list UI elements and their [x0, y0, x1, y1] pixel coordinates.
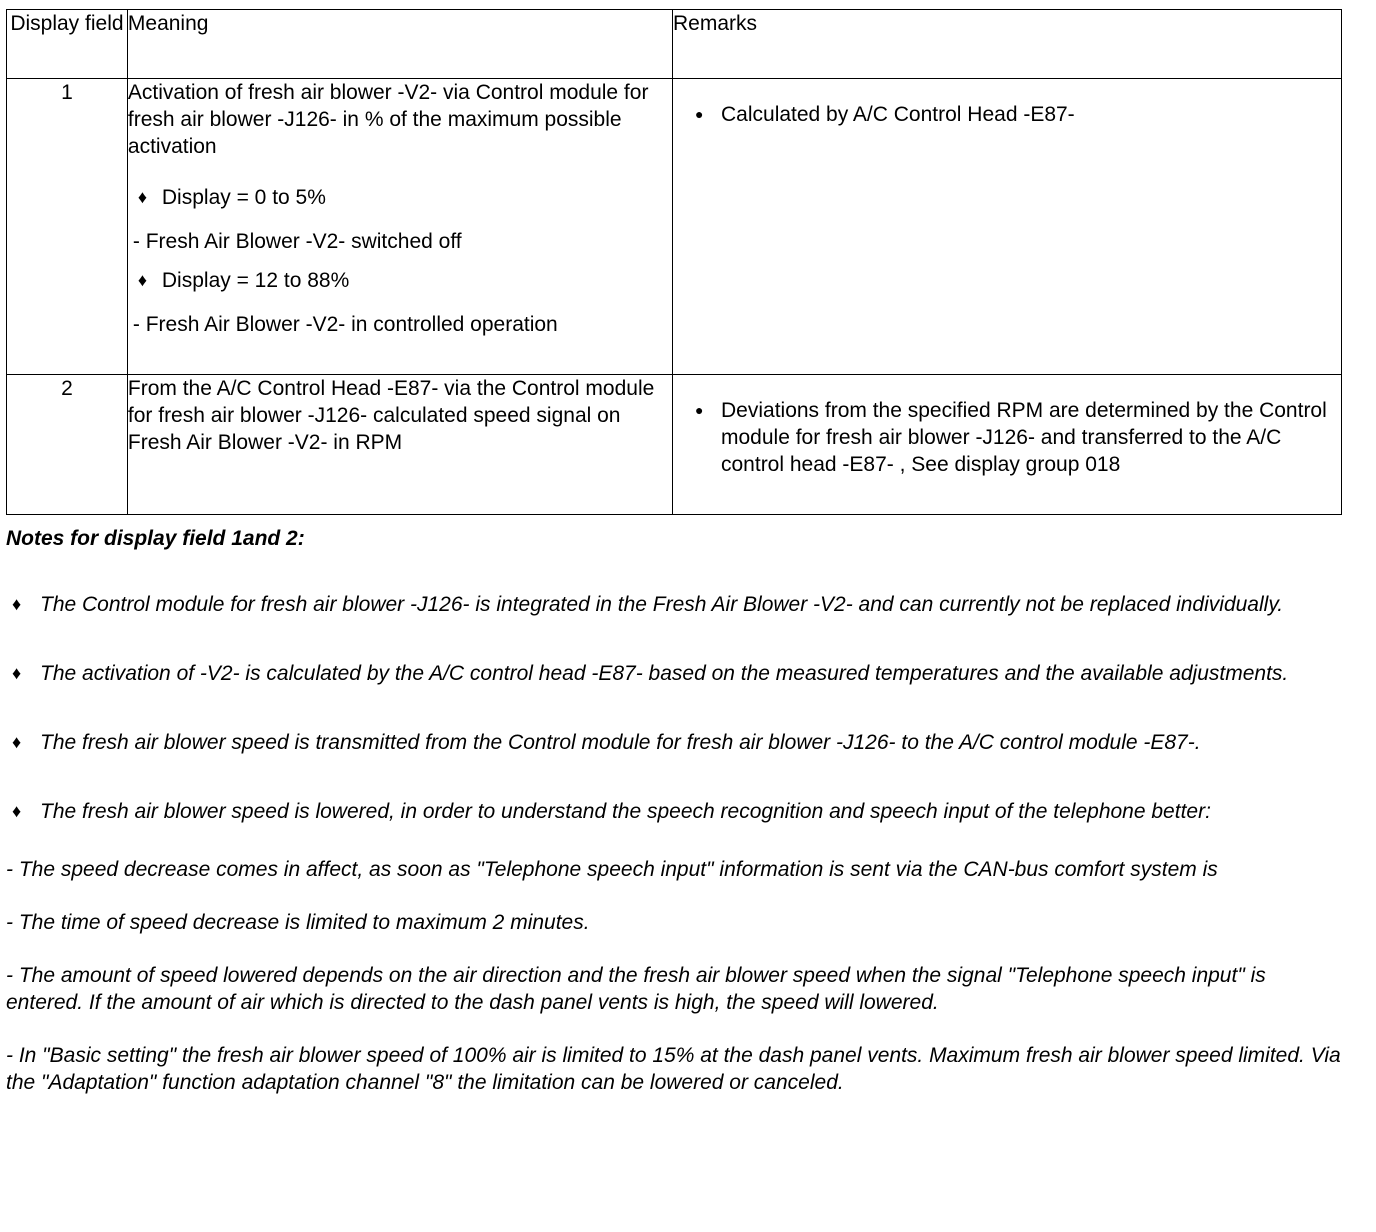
meaning-cell: [127, 375, 672, 515]
meaning-bullet: [128, 267, 672, 294]
note-sub-item: - In "Basic setting" the fresh air blower speed of 100% air is limited to 15% at the dash panel vents. Maximum fresh air blower speed limited. Via the "Adaptation" function adaptation channel "8" the limitation can be lowered or canceled.: [6, 1044, 1341, 1094]
diamond-bullet-icon: ♦: [137, 187, 148, 207]
diamond-bullet-icon: ♦: [12, 732, 22, 752]
note-text: The fresh air blower speed is transmitted from the Control module for fresh air blower -J126- to the A/C control module -E87-.: [40, 731, 1201, 754]
meaning-bullet: [128, 184, 672, 211]
note-text: The fresh air blower speed is lowered, in order to understand the speech recognition and speech input of the telephone better:: [40, 800, 1211, 823]
note-bullet: [6, 591, 1346, 618]
meaning-intro: Activation of fresh air blower -V2- via Control module for fresh air blower -J126- in % of the maximum possible activation: [127, 81, 649, 158]
remark-text: Deviations from the specified RPM are determined by the Control module for fresh air blower -J126- and transferred to the A/C control head -E87- , See display group 018: [721, 399, 1327, 476]
header-display-field: Display field: [7, 10, 128, 79]
header-meaning: Meaning: [127, 10, 672, 79]
notes-title: Notes for display field 1and 2:: [6, 527, 305, 550]
meaning-intro: From the A/C Control Head -E87- via the Control module for fresh air blower -J126- calculated speed signal on Fresh Air Blower -V2- in RPM: [127, 377, 655, 454]
meaning-cell: [127, 79, 672, 375]
remark-item: [673, 79, 1341, 128]
note-bullet: [6, 798, 1346, 825]
field-number: 1: [7, 79, 128, 375]
bullet-text: Display = 0 to 5%: [161, 186, 326, 209]
meaning-dash-item: - Fresh Air Blower -V2- switched off: [132, 230, 462, 253]
note-sub-item: - The time of speed decrease is limited to maximum 2 minutes.: [6, 911, 590, 934]
note-text: The activation of -V2- is calculated by the A/C control head -E87- based on the measured temperatures and the available adjustments.: [40, 662, 1289, 685]
table-row: [7, 79, 1342, 375]
note-text: The Control module for fresh air blower -J126- is integrated in the Fresh Air Blower -V2- and can currently not be replaced individually.: [40, 593, 1284, 616]
notes-section: [6, 525, 1346, 1122]
diamond-bullet-icon: ♦: [12, 594, 22, 614]
note-bullet: [6, 729, 1346, 756]
dot-bullet-icon: ●: [695, 402, 704, 418]
header-remarks: Remarks: [673, 10, 1342, 79]
dot-bullet-icon: ●: [695, 106, 704, 122]
note-sub-item: - The amount of speed lowered depends on the air direction and the fresh air blower speed when the signal "Telephone speech input" is entered. If the amount of air which is directed to the dash panel vents is high, the speed will lowered.: [6, 964, 1266, 1014]
table-header-row: [7, 10, 1342, 79]
remark-text: Calculated by A/C Control Head -E87-: [721, 103, 1075, 126]
diamond-bullet-icon: ♦: [137, 270, 148, 290]
field-number: 2: [7, 375, 128, 515]
diamond-bullet-icon: ♦: [12, 801, 22, 821]
diamond-bullet-icon: ♦: [12, 663, 22, 683]
meaning-dash-item: - Fresh Air Blower -V2- in controlled operation: [132, 313, 558, 336]
remarks-cell: [673, 375, 1342, 515]
bullet-text: Display = 12 to 88%: [161, 269, 350, 292]
remarks-cell: [673, 79, 1342, 375]
note-bullet: [6, 660, 1346, 687]
note-sub-item: - The speed decrease comes in affect, as soon as "Telephone speech input" information is sent via the CAN-bus comfort system is: [6, 858, 1218, 881]
table-row: [7, 375, 1342, 515]
remark-item: [673, 375, 1341, 478]
display-field-table: [6, 9, 1342, 515]
